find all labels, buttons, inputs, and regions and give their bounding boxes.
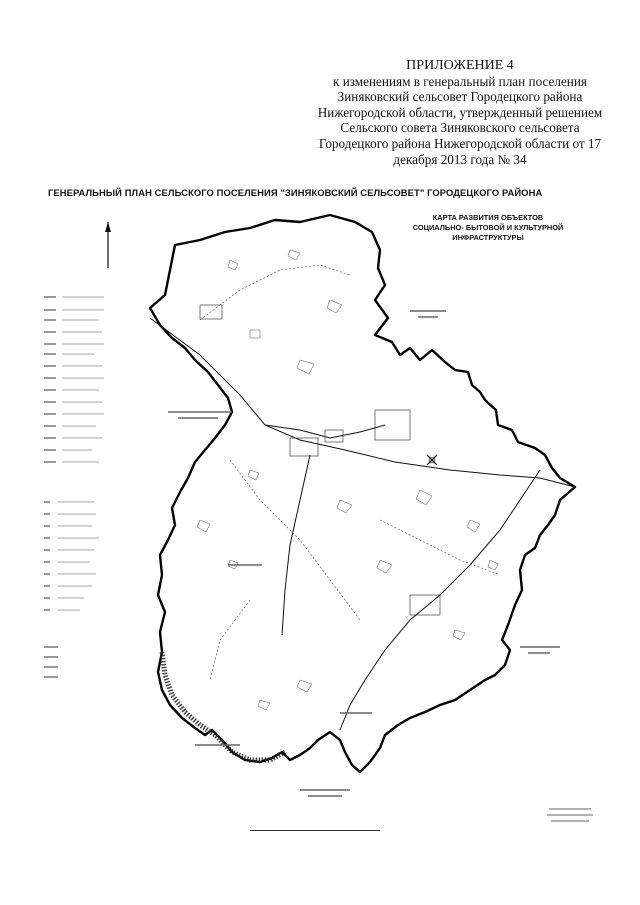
annex-line-2: Зиняковский сельсовет Городецкого района (337, 89, 583, 105)
marker-icon (427, 455, 437, 465)
signature-line (250, 830, 380, 831)
river-band (162, 652, 285, 760)
plan-title: ГЕНЕРАЛЬНЫЙ ПЛАН СЕЛЬСКОГО ПОСЕЛЕНИЯ "ЗИНЯКОВСКИЙ СЕЛЬСОВЕТ" ГОРОДЕЦКОГО РАЙОНА (48, 187, 543, 198)
secondary-roads (200, 265, 500, 680)
settlement-boundary (150, 215, 575, 772)
settlement-cluster (410, 595, 440, 615)
annex-heading: ПРИЛОЖЕНИЕ 4 (406, 58, 514, 73)
legend (44, 292, 114, 692)
land-plots (197, 250, 498, 710)
annex-line-3: Нижегородской области, утвержденный решением (317, 104, 603, 120)
map-title-line-3: ИНФРАСТРУКТУРЫ (452, 233, 524, 242)
stamp-icon (545, 805, 595, 827)
legend-rows (44, 297, 104, 677)
north-arrow-icon (105, 222, 111, 268)
settlement-cluster (375, 410, 410, 440)
annex-line-5: Городецкого района Нижегородской области от 17 (318, 135, 602, 151)
map-title-line-2: СОЦИАЛЬНО- БЫТОВОЙ И КУЛЬТУРНОЙ (412, 223, 564, 232)
map-title-line-1: КАРТА РАЗВИТИЯ ОБЪЕКТОВ (432, 213, 544, 222)
annex-line-4: Сельского совета Зиняковского сельсовета (340, 120, 580, 136)
place-label-marks (168, 311, 560, 796)
annex-line-1: к изменениям в генеральный план поселения (333, 73, 587, 89)
annex-line-6: декабря 2013 года № 34 (393, 151, 527, 167)
